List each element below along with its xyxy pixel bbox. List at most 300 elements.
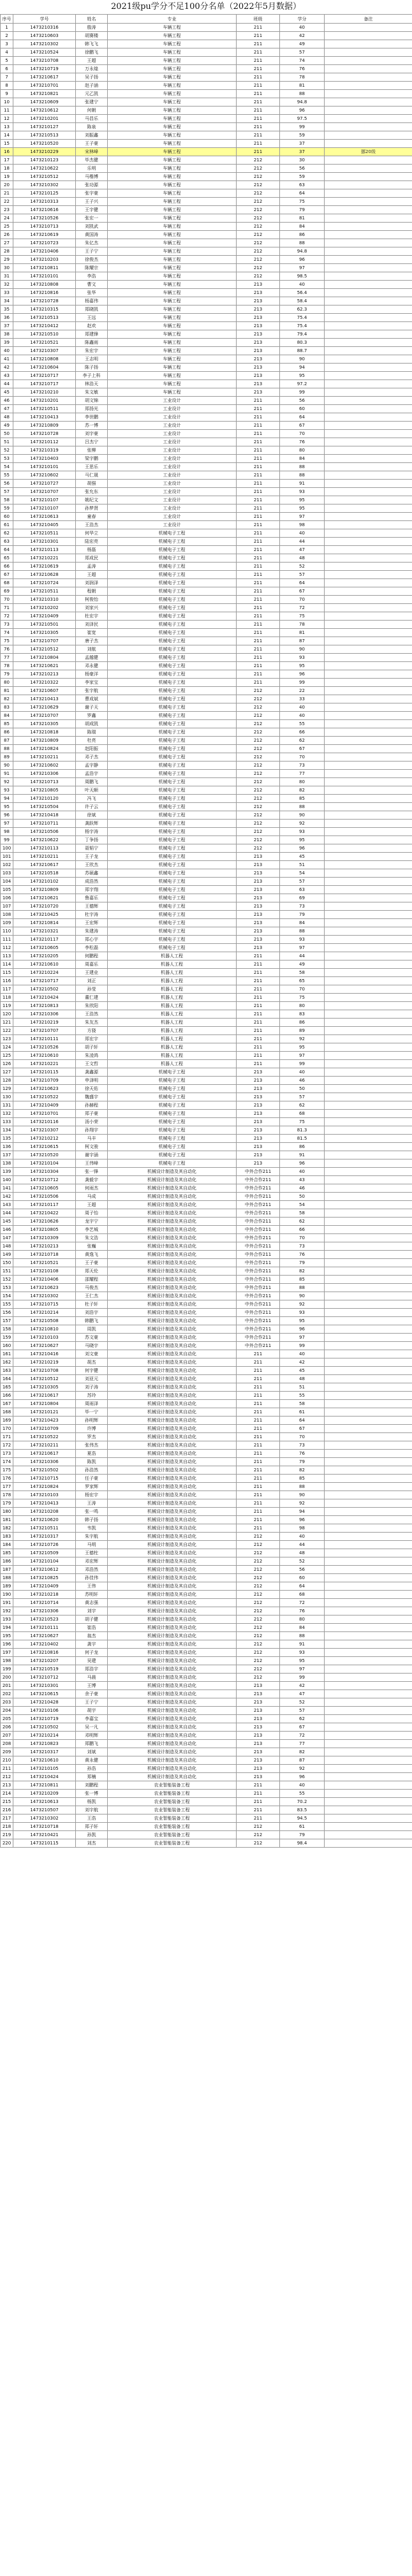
cell-name: 王建业 (76, 969, 108, 977)
cell-name: 杨磊 (76, 546, 108, 554)
table-row (1, 546, 412, 554)
credit-table (0, 14, 412, 1848)
table-row (1, 206, 412, 214)
cell-credits: 99 (280, 679, 325, 687)
cell-student-id: 1473210723 (13, 239, 76, 247)
cell-name: 孟越健 (76, 654, 108, 662)
cell-name: 徐俊杰 (76, 256, 108, 264)
table-row (1, 422, 412, 430)
cell-credits: 93 (280, 1309, 325, 1317)
cell-class: 212 (237, 778, 280, 786)
cell-major: 机械设计制造及其自动化 (108, 1574, 237, 1582)
cell-credits: 88 (280, 1632, 325, 1640)
cell-index: 194 (1, 1624, 13, 1632)
cell-remark (325, 1607, 412, 1616)
cell-major: 机械设计制造及其自动化 (108, 1209, 237, 1218)
table-row (1, 1309, 412, 1317)
cell-remark (325, 1408, 412, 1417)
cell-major: 车辆工程 (108, 48, 237, 57)
cell-credits: 95 (280, 504, 325, 513)
cell-name: 王志明 (76, 355, 108, 364)
cell-name: 孙赫程 (76, 1101, 108, 1110)
table-row (1, 1367, 412, 1375)
cell-class: 211 (237, 422, 280, 430)
cell-index: 124 (1, 1043, 13, 1052)
table-row (1, 90, 412, 98)
cell-credits: 88 (280, 803, 325, 811)
cell-student-id: 1473210711 (13, 820, 76, 828)
cell-class: 中外合作211 (237, 1284, 280, 1292)
cell-credits: 91 (280, 1151, 325, 1159)
cell-index: 78 (1, 662, 13, 670)
cell-credits: 40 (280, 1781, 325, 1790)
table-row (1, 1516, 412, 1524)
cell-index: 4 (1, 48, 13, 57)
cell-name: 孙凯 (76, 1831, 108, 1839)
cell-remark (325, 1110, 412, 1118)
cell-name: 陈子扬 (76, 364, 108, 372)
cell-student-id: 1473210125 (13, 189, 76, 198)
cell-name: 杨宏宇 (76, 1491, 108, 1499)
table-row (1, 778, 412, 786)
cell-name: 元乙凯 (76, 90, 108, 98)
cell-index: 25 (1, 223, 13, 231)
cell-student-id: 1473210623 (13, 1085, 76, 1093)
cell-remark (325, 1756, 412, 1765)
table-row (1, 1582, 412, 1591)
cell-major: 车辆工程 (108, 231, 237, 239)
cell-name: 徐斌 (76, 811, 108, 820)
cell-name: 杨豪洋 (76, 670, 108, 679)
cell-major: 机器人工程 (108, 952, 237, 960)
cell-name: 吴一凡 (76, 1723, 108, 1732)
cell-remark (325, 969, 412, 977)
table-row (1, 1814, 412, 1823)
cell-class: 213 (237, 927, 280, 936)
cell-major: 机械电子工程 (108, 828, 237, 836)
cell-remark (325, 1417, 412, 1425)
cell-student-id: 1473210627 (13, 1342, 76, 1350)
cell-remark (325, 853, 412, 861)
table-row (1, 1665, 412, 1674)
table-row (1, 1209, 412, 1218)
table-row (1, 480, 412, 488)
cell-student-id: 1473210629 (13, 703, 76, 712)
cell-remark (325, 878, 412, 886)
cell-credits: 64 (280, 1582, 325, 1591)
table-row (1, 380, 412, 388)
cell-index: 53 (1, 455, 13, 463)
cell-student-id: 1473210811 (13, 1781, 76, 1790)
cell-credits: 98 (280, 521, 325, 529)
cell-student-id: 1473210409 (13, 1101, 76, 1110)
cell-remark (325, 1276, 412, 1284)
cell-student-id: 1473210612 (13, 1566, 76, 1574)
cell-remark (325, 811, 412, 820)
cell-index: 103 (1, 869, 13, 878)
cell-major: 车辆工程 (108, 330, 237, 339)
cell-class: 211 (237, 488, 280, 496)
cell-student-id: 1473210814 (13, 919, 76, 927)
table-row (1, 330, 412, 339)
cell-name: 杜宇涛 (76, 911, 108, 919)
cell-remark (325, 314, 412, 322)
table-row (1, 198, 412, 206)
cell-index: 114 (1, 960, 13, 969)
cell-student-id: 1473210621 (13, 894, 76, 902)
cell-credits: 90 (280, 1292, 325, 1300)
cell-major: 机械电子工程 (108, 695, 237, 703)
table-row (1, 1483, 412, 1491)
cell-credits: 40 (280, 1533, 325, 1541)
cell-credits: 37 (280, 148, 325, 156)
cell-index: 121 (1, 1019, 13, 1027)
cell-student-id: 1473210526 (13, 214, 76, 223)
cell-remark (325, 247, 412, 256)
cell-index: 139 (1, 1168, 13, 1176)
cell-major: 机器人工程 (108, 994, 237, 1002)
cell-name: 胡子轩 (76, 1043, 108, 1052)
cell-index: 142 (1, 1193, 13, 1201)
table-row (1, 587, 412, 596)
cell-credits: 79 (280, 1831, 325, 1839)
cell-index: 56 (1, 480, 13, 488)
cell-index: 52 (1, 446, 13, 455)
cell-index: 171 (1, 1433, 13, 1441)
cell-major: 机械设计制造及其自动化 (108, 1516, 237, 1524)
cell-remark (325, 770, 412, 778)
cell-major: 机械设计制造及其自动化 (108, 1599, 237, 1607)
cell-student-id: 1473210605 (13, 944, 76, 952)
cell-major: 机械设计制造及其自动化 (108, 1176, 237, 1184)
cell-student-id: 1473210616 (13, 206, 76, 214)
cell-index: 180 (1, 1508, 13, 1516)
table-row (1, 1616, 412, 1624)
cell-index: 107 (1, 902, 13, 911)
cell-remark (325, 1317, 412, 1325)
cell-major: 机械电子工程 (108, 786, 237, 795)
cell-student-id: 1473210316 (13, 24, 76, 32)
table-row (1, 1773, 412, 1781)
table-row (1, 695, 412, 703)
cell-major: 机械设计制造及其自动化 (108, 1591, 237, 1599)
cell-class: 中外合作211 (237, 1292, 280, 1300)
cell-student-id: 1473210211 (13, 1441, 76, 1450)
cell-name: 孙浩然 (76, 1466, 108, 1475)
cell-name: 郑宇翔 (76, 886, 108, 894)
table-row (1, 969, 412, 977)
cell-class: 211 (237, 1781, 280, 1790)
cell-class: 211 (237, 1027, 280, 1035)
cell-index: 57 (1, 488, 13, 496)
cell-index: 187 (1, 1566, 13, 1574)
page-title: 2021级pu学分不足100分名单（2022年5月数据） (111, 2, 301, 11)
cell-remark (325, 753, 412, 762)
cell-student-id: 1473210713 (13, 223, 76, 231)
table-row (1, 1740, 412, 1748)
cell-major: 机械设计制造及其自动化 (108, 1450, 237, 1458)
cell-credits: 51 (280, 861, 325, 869)
cell-student-id: 1473210423 (13, 1417, 76, 1425)
cell-major: 机械电子工程 (108, 728, 237, 737)
cell-class: 211 (237, 148, 280, 156)
cell-class: 212 (237, 828, 280, 836)
cell-remark (325, 107, 412, 115)
cell-name: 杨宇涛 (76, 828, 108, 836)
cell-student-id: 1473210421 (13, 1831, 76, 1839)
cell-student-id: 1473210617 (13, 861, 76, 869)
cell-credits: 88 (280, 239, 325, 247)
cell-class: 211 (237, 1408, 280, 1417)
cell-name: 孙明辉 (76, 1417, 108, 1425)
cell-class: 211 (237, 48, 280, 57)
table-row (1, 463, 412, 471)
cell-index: 111 (1, 936, 13, 944)
cell-class: 211 (237, 985, 280, 994)
cell-remark (325, 1218, 412, 1226)
cell-class: 212 (237, 206, 280, 214)
cell-major: 车辆工程 (108, 380, 237, 388)
cell-credits: 52 (280, 1698, 325, 1707)
cell-credits: 50 (280, 1085, 325, 1093)
cell-remark (325, 587, 412, 596)
cell-student-id: 1473210210 (13, 388, 76, 397)
cell-index: 104 (1, 878, 13, 886)
cell-credits: 55 (280, 1790, 325, 1798)
cell-remark: 挪20级 (325, 148, 412, 156)
cell-student-id: 1473210211 (13, 853, 76, 861)
cell-remark (325, 1383, 412, 1392)
cell-class: 213 (237, 1110, 280, 1118)
cell-credits: 78 (280, 621, 325, 629)
cell-major: 机械电子工程 (108, 703, 237, 712)
table-row (1, 1632, 412, 1640)
cell-name: 吴子扬 (76, 73, 108, 82)
cell-student-id: 1473210520 (13, 140, 76, 148)
cell-name: 郑宏宇 (76, 1035, 108, 1043)
cell-student-id: 1473210428 (13, 1698, 76, 1707)
cell-major: 机械设计制造及其自动化 (108, 1284, 237, 1292)
table-row (1, 1499, 412, 1508)
table-row (1, 1533, 412, 1541)
cell-major: 机械电子工程 (108, 1143, 237, 1151)
cell-index: 167 (1, 1400, 13, 1408)
cell-credits: 75 (280, 1118, 325, 1126)
cell-major: 车辆工程 (108, 314, 237, 322)
table-row (1, 65, 412, 73)
table-row (1, 604, 412, 612)
cell-major: 机械设计制造及其自动化 (108, 1483, 237, 1491)
cell-name: 张宇航 (76, 687, 108, 695)
cell-name: 杨嘉伟 (76, 297, 108, 305)
cell-credits: 68 (280, 1110, 325, 1118)
table-row (1, 57, 412, 65)
cell-remark (325, 886, 412, 894)
cell-remark (325, 1674, 412, 1682)
cell-major: 机器人工程 (108, 969, 237, 977)
cell-index: 44 (1, 380, 13, 388)
cell-remark (325, 604, 412, 612)
cell-major: 机械电子工程 (108, 538, 237, 546)
cell-class: 213 (237, 1773, 280, 1781)
cell-major: 机械电子工程 (108, 737, 237, 745)
table-row (1, 596, 412, 604)
cell-index: 26 (1, 231, 13, 239)
cell-student-id: 1473210412 (13, 322, 76, 330)
cell-major: 机械电子工程 (108, 836, 237, 844)
cell-credits: 92 (280, 1765, 325, 1773)
cell-class: 211 (237, 1052, 280, 1060)
cell-name: 张功源 (76, 181, 108, 189)
col-header-index: 序号 (1, 15, 13, 24)
cell-major: 车辆工程 (108, 305, 237, 314)
cell-name: 张一锋 (76, 1168, 108, 1176)
cell-credits: 75.4 (280, 314, 325, 322)
cell-index: 109 (1, 919, 13, 927)
cell-class: 211 (237, 397, 280, 405)
cell-index: 61 (1, 521, 13, 529)
cell-remark (325, 1657, 412, 1665)
cell-index: 108 (1, 911, 13, 919)
cell-name: 王德柱 (76, 1549, 108, 1557)
cell-credits: 72 (280, 1732, 325, 1740)
table-row (1, 1657, 412, 1665)
cell-credits: 64 (280, 1417, 325, 1425)
table-row (1, 1698, 412, 1707)
cell-class: 212 (237, 795, 280, 803)
cell-student-id: 1473210508 (13, 1317, 76, 1325)
cell-remark (325, 579, 412, 587)
cell-name: 王文哲 (76, 1060, 108, 1068)
cell-student-id: 1473210201 (13, 397, 76, 405)
table-row (1, 339, 412, 347)
cell-student-id: 1473210524 (13, 48, 76, 57)
table-row (1, 1143, 412, 1151)
cell-remark (325, 828, 412, 836)
cell-remark (325, 1582, 412, 1591)
cell-major: 机械设计制造及其自动化 (108, 1732, 237, 1740)
cell-class: 213 (237, 919, 280, 927)
table-row (1, 1591, 412, 1599)
cell-remark (325, 687, 412, 695)
cell-index: 11 (1, 107, 13, 115)
cell-student-id: 1473210115 (13, 1839, 76, 1848)
table-row (1, 181, 412, 189)
cell-major: 机械设计制造及其自动化 (108, 1441, 237, 1450)
cell-student-id: 1473210523 (13, 1616, 76, 1624)
cell-credits: 57 (280, 1707, 325, 1715)
cell-student-id: 1473210809 (13, 422, 76, 430)
cell-student-id: 1473210718 (13, 1823, 76, 1831)
cell-index: 97 (1, 820, 13, 828)
cell-major: 机械电子工程 (108, 637, 237, 645)
cell-class: 211 (237, 504, 280, 513)
cell-index: 8 (1, 82, 13, 90)
cell-credits: 99 (280, 123, 325, 131)
cell-index: 59 (1, 504, 13, 513)
cell-student-id: 1473210319 (13, 446, 76, 455)
cell-name: 苏一博 (76, 422, 108, 430)
cell-index: 215 (1, 1798, 13, 1806)
cell-credits: 59 (280, 173, 325, 181)
cell-student-id: 1473210221 (13, 554, 76, 563)
cell-remark (325, 538, 412, 546)
cell-credits: 88 (280, 463, 325, 471)
cell-remark (325, 1516, 412, 1524)
cell-credits: 96 (280, 1773, 325, 1781)
cell-class: 213 (237, 281, 280, 289)
cell-name: 韩鹏飞 (76, 1317, 108, 1325)
cell-major: 车辆工程 (108, 165, 237, 173)
cell-major: 机械设计制造及其自动化 (108, 1756, 237, 1765)
cell-remark (325, 471, 412, 480)
cell-index: 173 (1, 1450, 13, 1458)
cell-name: 王子豪 (76, 140, 108, 148)
table-row (1, 405, 412, 413)
cell-major: 机器人工程 (108, 1035, 237, 1043)
cell-major: 机械设计制造及其自动化 (108, 1292, 237, 1300)
cell-remark (325, 1715, 412, 1723)
table-row (1, 1126, 412, 1135)
cell-index: 88 (1, 745, 13, 753)
cell-major: 机械电子工程 (108, 1135, 237, 1143)
cell-class: 213 (237, 1748, 280, 1756)
cell-class: 211 (237, 1035, 280, 1043)
cell-credits: 90 (280, 1491, 325, 1499)
table-row (1, 1060, 412, 1068)
cell-major: 机械设计制造及其自动化 (108, 1715, 237, 1723)
cell-credits: 61 (280, 1408, 325, 1417)
cell-name: 赵子涵 (76, 82, 108, 90)
cell-major: 工业设计 (108, 438, 237, 446)
cell-class: 213 (237, 339, 280, 347)
cell-remark (325, 1533, 412, 1541)
cell-student-id: 1473210607 (13, 687, 76, 695)
table-row (1, 836, 412, 844)
table-row (1, 488, 412, 496)
cell-major: 机械设计制造及其自动化 (108, 1317, 237, 1325)
cell-index: 80 (1, 679, 13, 687)
cell-class: 211 (237, 621, 280, 629)
cell-credits: 67 (280, 1425, 325, 1433)
cell-name: 邓永健 (76, 662, 108, 670)
cell-index: 49 (1, 422, 13, 430)
cell-remark (325, 695, 412, 703)
table-row (1, 563, 412, 571)
cell-name: 罗鑫 (76, 712, 108, 720)
cell-credits: 58 (280, 969, 325, 977)
cell-index: 76 (1, 645, 13, 654)
cell-index: 190 (1, 1591, 13, 1599)
cell-class: 211 (237, 438, 280, 446)
cell-credits: 44 (280, 952, 325, 960)
cell-class: 213 (237, 1101, 280, 1110)
cell-student-id: 1473210707 (13, 1027, 76, 1035)
table-row (1, 1002, 412, 1010)
cell-name: 翁杰 (76, 1632, 108, 1640)
cell-student-id: 1473210406 (13, 1276, 76, 1284)
cell-student-id: 1473210211 (13, 753, 76, 762)
table-row (1, 1798, 412, 1806)
cell-student-id: 1473210123 (13, 156, 76, 165)
cell-major: 车辆工程 (108, 355, 237, 364)
cell-name: 申泽明 (76, 1077, 108, 1085)
cell-name: 杨凯 (76, 1798, 108, 1806)
cell-index: 193 (1, 1616, 13, 1624)
cell-credits: 85 (280, 1276, 325, 1284)
cell-class: 213 (237, 322, 280, 330)
cell-remark (325, 1649, 412, 1657)
